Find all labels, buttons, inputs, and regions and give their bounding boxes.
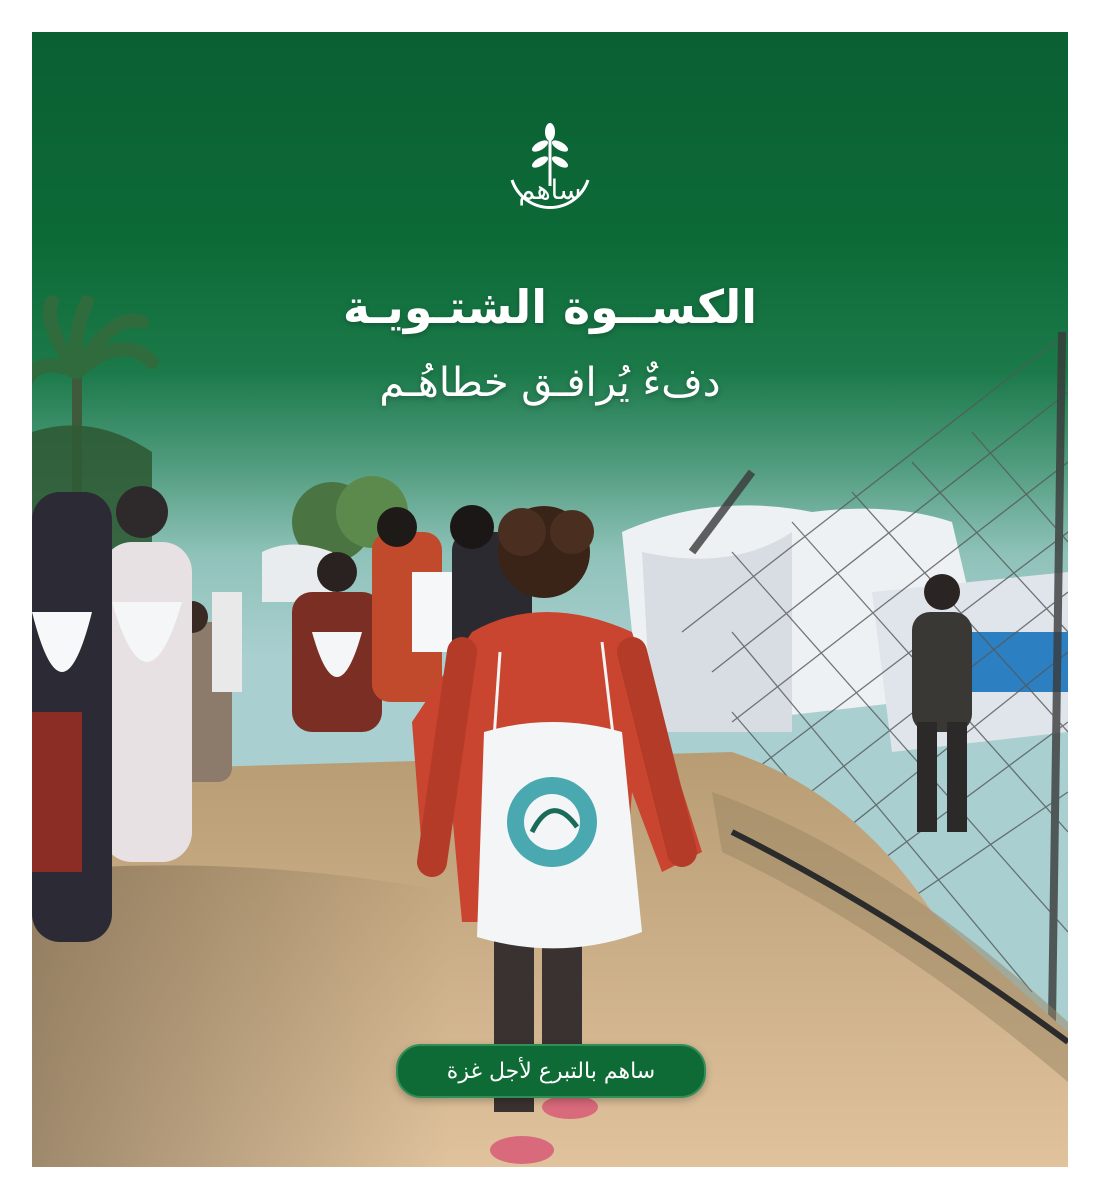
page-title: الكســوة الشتـويـة [342, 280, 758, 334]
saham-logo [502, 120, 598, 230]
logo-text: ساهم [518, 175, 582, 206]
donate-button[interactable]: ساهم بالتبرع لأجل غزة [396, 1044, 706, 1098]
page-subtitle: دفءٌ يُرافـق خطاهُـم [379, 360, 721, 406]
poster [32, 32, 1068, 1167]
